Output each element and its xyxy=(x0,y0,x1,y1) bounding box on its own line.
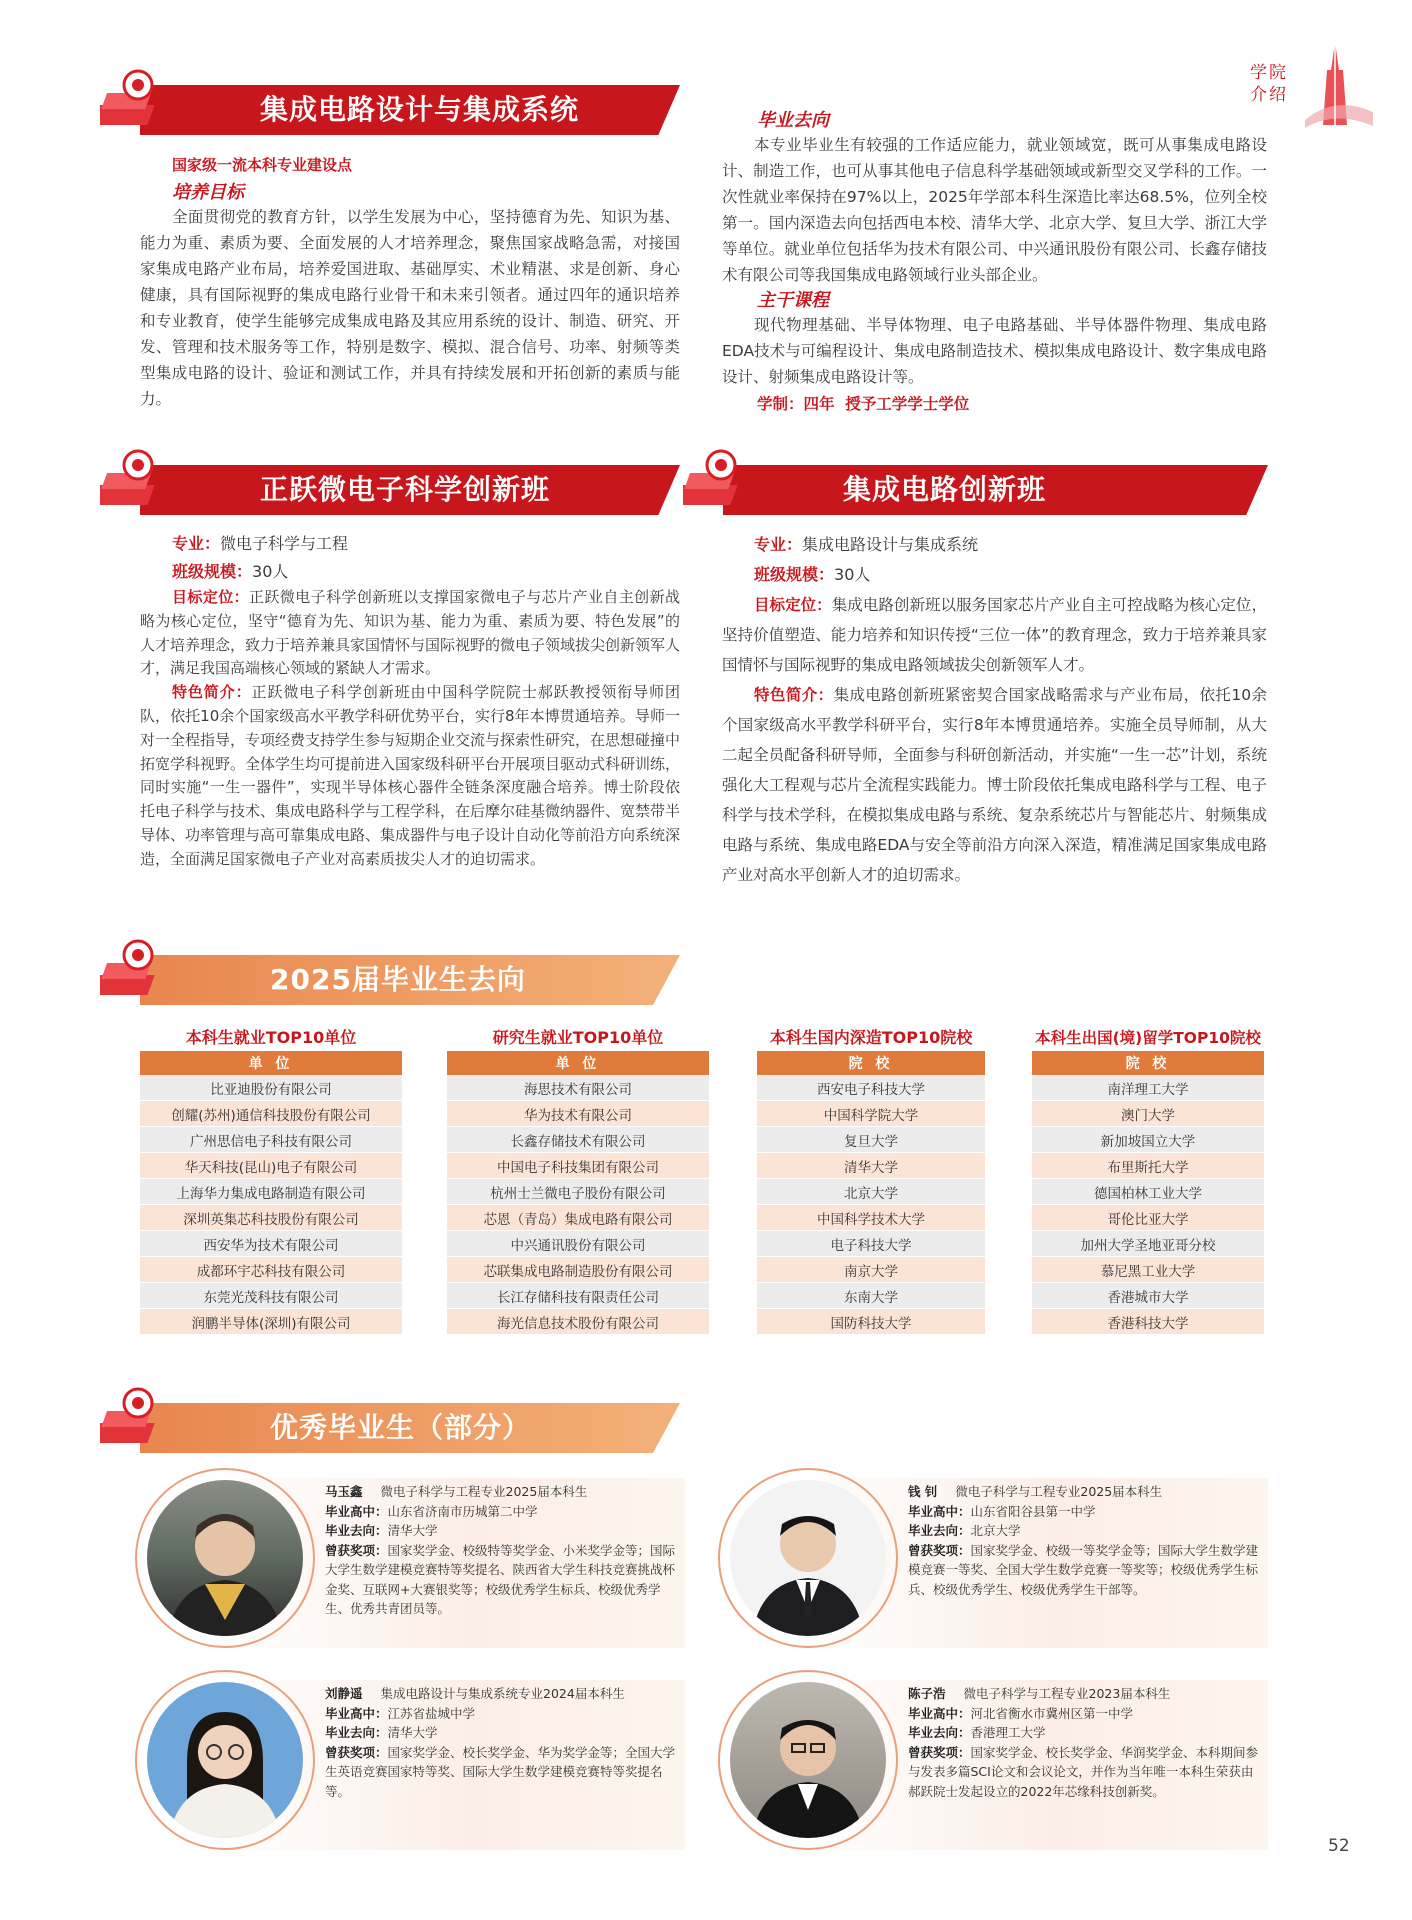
table-row: 芯联集成电路制造股份有限公司 xyxy=(447,1257,709,1283)
course-heading: 主干课程 xyxy=(757,290,829,311)
graduate-name: 马玉鑫 xyxy=(325,1484,363,1499)
table-row: 深圳英集芯科技股份有限公司 xyxy=(140,1205,402,1231)
graduate-name: 陈子浩 xyxy=(908,1686,946,1701)
section-title: 优秀毕业生（部分） xyxy=(270,1411,532,1444)
graduate-major: 集成电路设计与集成系统专业2024届本科生 xyxy=(380,1686,625,1701)
section-title: 集成电路创新班 xyxy=(843,473,1047,506)
table-title: 本科生出国(境)留学TOP10院校 xyxy=(1035,1029,1261,1047)
table-row: 润鹏半导体(深圳)有限公司 xyxy=(140,1309,402,1335)
size-row: 班级规模：30人 xyxy=(754,565,871,584)
goal-heading: 培养目标 xyxy=(172,182,244,203)
table-postgrad-employment xyxy=(447,1025,709,1335)
section-header-ic-design xyxy=(100,85,680,135)
chip-icon xyxy=(100,443,180,523)
page-number: 52 xyxy=(1328,1836,1350,1856)
ic-innovation-body xyxy=(722,530,1267,890)
avatar xyxy=(147,1480,303,1636)
table-row: 南京大学 xyxy=(757,1257,985,1283)
table-row: 中兴通讯股份有限公司 xyxy=(447,1231,709,1257)
section-title: 正跃微电子科学创新班 xyxy=(260,473,551,506)
corner-label-2: 介绍 xyxy=(1250,85,1288,105)
table-row: 澳门大学 xyxy=(1032,1101,1264,1127)
position-text: 目标定位：集成电路创新班以服务国家芯片产业自主可控战略为核心定位，坚持价值塑造、能力培养和知识传授“三位一体”的教育理念，致力于培养兼具家国情怀与国际视野的集成电路领域拔尖创新领军人才。 xyxy=(722,596,1267,674)
graduate-name: 钱 钊 xyxy=(908,1484,938,1499)
table-header: 院 校 xyxy=(1032,1051,1264,1075)
table-header: 院 校 xyxy=(757,1051,985,1075)
major-row: 专业：集成电路设计与集成系统 xyxy=(754,535,979,554)
major-row: 专业：微电子科学与工程 xyxy=(172,534,349,553)
table-row: 长江存储科技有限责任公司 xyxy=(447,1283,709,1309)
table-row: 西安电子科技大学 xyxy=(757,1075,985,1101)
tower-icon xyxy=(1295,40,1375,130)
table-row: 华天科技(昆山)电子有限公司 xyxy=(140,1153,402,1179)
table-row: 海光信息技术股份有限公司 xyxy=(447,1309,709,1335)
table-row: 布里斯托大学 xyxy=(1032,1153,1264,1179)
table-overseas-study xyxy=(1032,1025,1264,1335)
chip-icon xyxy=(100,63,180,143)
graduate-info: 陈子浩 微电子科学与工程专业2023届本科生 毕业高中：河北省衡水市冀州区第一中学 毕业去向：香港理工大学 曾获奖项：国家奖学金、校长奖学金、华润奖学金、本科期间参与发表多篇SCI论文和会议论文，并作为当年唯一本科生荣获由郝跃院士发起设立的2022年芯缘科技创新奖。 xyxy=(908,1686,1259,1799)
table-undergrad-employment xyxy=(140,1025,402,1335)
table-row: 广州思信电子科技有限公司 xyxy=(140,1127,402,1153)
table-row: 国防科技大学 xyxy=(757,1309,985,1335)
table-row: 中国电子科技集团有限公司 xyxy=(447,1153,709,1179)
table-row: 电子科技大学 xyxy=(757,1231,985,1257)
table-row: 创耀(苏州)通信科技股份有限公司 xyxy=(140,1101,402,1127)
chip-icon xyxy=(100,933,180,1013)
zhengyue-body xyxy=(140,530,680,872)
graduate-info: 钱 钊 微电子科学与工程专业2025届本科生 毕业高中：山东省阳谷县第一中学 毕业去向：北京大学 曾获奖项：国家奖学金、校级一等奖学金等；国际大学生数学建模竞赛一等奖、全国大学生数学竞赛一等奖等；校级优秀学生标兵、校级优秀学生、校级优秀学生干部等。 xyxy=(908,1484,1259,1597)
section-header-zhengyue xyxy=(100,465,680,515)
graduate-name: 刘静遥 xyxy=(325,1686,363,1701)
table-row: 成都环宇芯科技有限公司 xyxy=(140,1257,402,1283)
table-row: 北京大学 xyxy=(757,1179,985,1205)
table-row: 中国科学技术大学 xyxy=(757,1205,985,1231)
section-title: 2025届毕业生去向 xyxy=(270,963,526,996)
corner-label-1: 学院 xyxy=(1250,63,1288,83)
graduate-card xyxy=(135,1468,685,1654)
section-header-destinations xyxy=(100,955,680,1005)
table-row: 东南大学 xyxy=(757,1283,985,1309)
graduate-major: 微电子科学与工程专业2025届本科生 xyxy=(380,1484,588,1499)
course-text: 现代物理基础、半导体物理、电子电路基础、半导体器件物理、集成电路EDA技术与可编程设计、集成电路制造技术、模拟集成电路设计、数字集成电路设计、射频集成电路设计等。 xyxy=(722,316,1267,386)
table-row: 长鑫存储技术有限公司 xyxy=(447,1127,709,1153)
table-row: 复旦大学 xyxy=(757,1127,985,1153)
position-text: 目标定位：正跃微电子科学创新班以支撑国家微电子与芯片产业自主创新战略为核心定位，坚守“德育为先、知识为基、能力为重、素质为要、特色发展”的人才培养理念，致力于培养兼具家国情怀与国际视野的微电子领域拔尖创新领军人才，满足我国高端核心领域的紧缺人才需求。 xyxy=(140,588,681,678)
table-row: 慕尼黑工业大学 xyxy=(1032,1257,1264,1283)
table-title: 本科生就业TOP10单位 xyxy=(185,1028,357,1047)
goal-text: 全面贯彻党的教育方针，以学生发展为中心，坚持德育为先、知识为基、能力为重、素质为要、全面发展的人才培养理念，聚焦国家战略急需，对接国家集成电路产业布局，培养爱国进取、基础厚实、术业精湛、求是创新、身心健康，具有国际视野的集成电路行业骨干和未来引领者。通过四年的通识培养和专业教育，使学生能够完成集成电路及其应用系统的设计、制造、研究、开发、管理和技术服务等工作，特别是数字、模拟、混合信号、功率、射频等类型集成电路的设计、验证和测试工作，并具有持续发展和开拓创新的素质与能力。 xyxy=(140,208,680,408)
graduate-card xyxy=(718,1468,1268,1654)
table-row: 西安华为技术有限公司 xyxy=(140,1231,402,1257)
national-tag: 国家级一流本科专业建设点 xyxy=(172,156,353,174)
section-title: 集成电路设计与集成系统 xyxy=(260,93,580,126)
career-heading: 毕业去向 xyxy=(757,110,829,131)
feature-text: 特色简介：集成电路创新班紧密契合国家战略需求与产业布局，依托10余个国家级高水平教学科研平台，实行8年本博贯通培养。实施全员导师制，从大二起全员配备科研导师，全面参与科研创新活动，并实施“一生一芯”计划，系统强化大工程观与芯片全流程实践能力。博士阶段依托集成电路科学与工程、电子科学与技术学科，在模拟集成电路与系统、复杂系统芯片与智能芯片、射频集成电路与系统、集成电路EDA与安全等前沿方向深入深造，精准满足国家集成电路产业对高水平创新人才的迫切需求。 xyxy=(722,686,1267,884)
chip-icon xyxy=(683,443,763,523)
table-row: 香港城市大学 xyxy=(1032,1283,1264,1309)
table-row: 华为技术有限公司 xyxy=(447,1101,709,1127)
avatar xyxy=(730,1682,886,1838)
graduate-major: 微电子科学与工程专业2023届本科生 xyxy=(963,1686,1171,1701)
graduate-card xyxy=(135,1670,685,1856)
table-header: 单 位 xyxy=(140,1051,402,1075)
avatar xyxy=(147,1682,303,1838)
section-header-outstanding-grads xyxy=(100,1403,680,1453)
avatar xyxy=(730,1480,886,1636)
graduate-info: 马玉鑫 微电子科学与工程专业2025届本科生 毕业高中：山东省济南市历城第二中学 毕业去向：清华大学 曾获奖项：国家奖学金、校级特等奖学金、小米奖学金等；国际大学生数学建模竞赛特等奖提名、陕西省大学生科技竞赛挑战杯金奖、互联网+大赛银奖等；校级优秀学生标兵、校级优秀学生、优秀共青团员等。 xyxy=(325,1484,676,1616)
table-row: 哥伦比亚大学 xyxy=(1032,1205,1264,1231)
table-row: 加州大学圣地亚哥分校 xyxy=(1032,1231,1264,1257)
career-text: 本专业毕业生有较强的工作适应能力，就业领域宽，既可从事集成电路设计、制造工作，也可从事其他电子信息科学基础领域或新型交叉学科的工作。一次性就业率保持在97%以上，2025年学部本科生深造比率达68.5%，位列全校第一。国内深造去向包括西电本校、清华大学、北京大学、复旦大学、浙江大学等单位。就业单位包括华为技术有限公司、中兴通讯股份有限公司、长鑫存储技术有限公司等我国集成电路领域行业头部企业。 xyxy=(722,136,1267,284)
graduate-major: 微电子科学与工程专业2025届本科生 xyxy=(955,1484,1163,1499)
table-row: 香港科技大学 xyxy=(1032,1309,1264,1335)
table-title: 研究生就业TOP10单位 xyxy=(492,1028,664,1047)
table-domestic-study xyxy=(757,1025,985,1335)
table-header: 单 位 xyxy=(447,1051,709,1075)
feature-text: 特色简介：正跃微电子科学创新班由中国科学院院士郝跃教授领衔导师团队，依托10余个国家级高水平教学科研优势平台，实行8年本博贯通培养。导师一对一全程指导，专项经费支持学生参与短期企业交流与探索性研究，在思想碰撞中拓宽学科视野。全体学生均可提前进入国家级科研平台开展项目驱动式科研训练，同时实施“一生一器件”，实现半导体核心器件全链条深度融合培养。博士阶段依托电子科学与技术、集成电路科学与工程学科，在后摩尔硅基微纳器件、宽禁带半导体、功率管理与高可靠集成电路、集成器件与电子设计自动化等前沿方向系统深造，全面满足国家微电子产业对高素质拔尖人才的迫切需求。 xyxy=(140,683,681,868)
graduate-info: 刘静遥 集成电路设计与集成系统专业2024届本科生 毕业高中：江苏省盐城中学 毕业去向：清华大学 曾获奖项：国家奖学金、校长奖学金、华为奖学金等；全国大学生英语竞赛国家特等奖、国际大学生数学建模竞赛特等奖提名等。 xyxy=(325,1686,676,1799)
table-row: 杭州士兰微电子股份有限公司 xyxy=(447,1179,709,1205)
table-row: 南洋理工大学 xyxy=(1032,1075,1264,1101)
table-title: 本科生国内深造TOP10院校 xyxy=(769,1028,973,1047)
table-row: 新加坡国立大学 xyxy=(1032,1127,1264,1153)
table-row: 清华大学 xyxy=(757,1153,985,1179)
chip-icon xyxy=(100,1381,180,1461)
table-row: 海思技术有限公司 xyxy=(447,1075,709,1101)
table-row: 中国科学院大学 xyxy=(757,1101,985,1127)
table-row: 上海华力集成电路制造有限公司 xyxy=(140,1179,402,1205)
size-row: 班级规模：30人 xyxy=(172,562,289,581)
duration-text: 学制：四年 授予工学学士学位 xyxy=(757,395,970,413)
table-row: 德国柏林工业大学 xyxy=(1032,1179,1264,1205)
graduate-card xyxy=(718,1670,1268,1856)
section-header-ic-innovation xyxy=(683,465,1268,515)
corner-badge xyxy=(1250,40,1380,140)
table-row: 东莞光茂科技有限公司 xyxy=(140,1283,402,1309)
table-row: 芯恩（青岛）集成电路有限公司 xyxy=(447,1205,709,1231)
table-row: 比亚迪股份有限公司 xyxy=(140,1075,402,1101)
